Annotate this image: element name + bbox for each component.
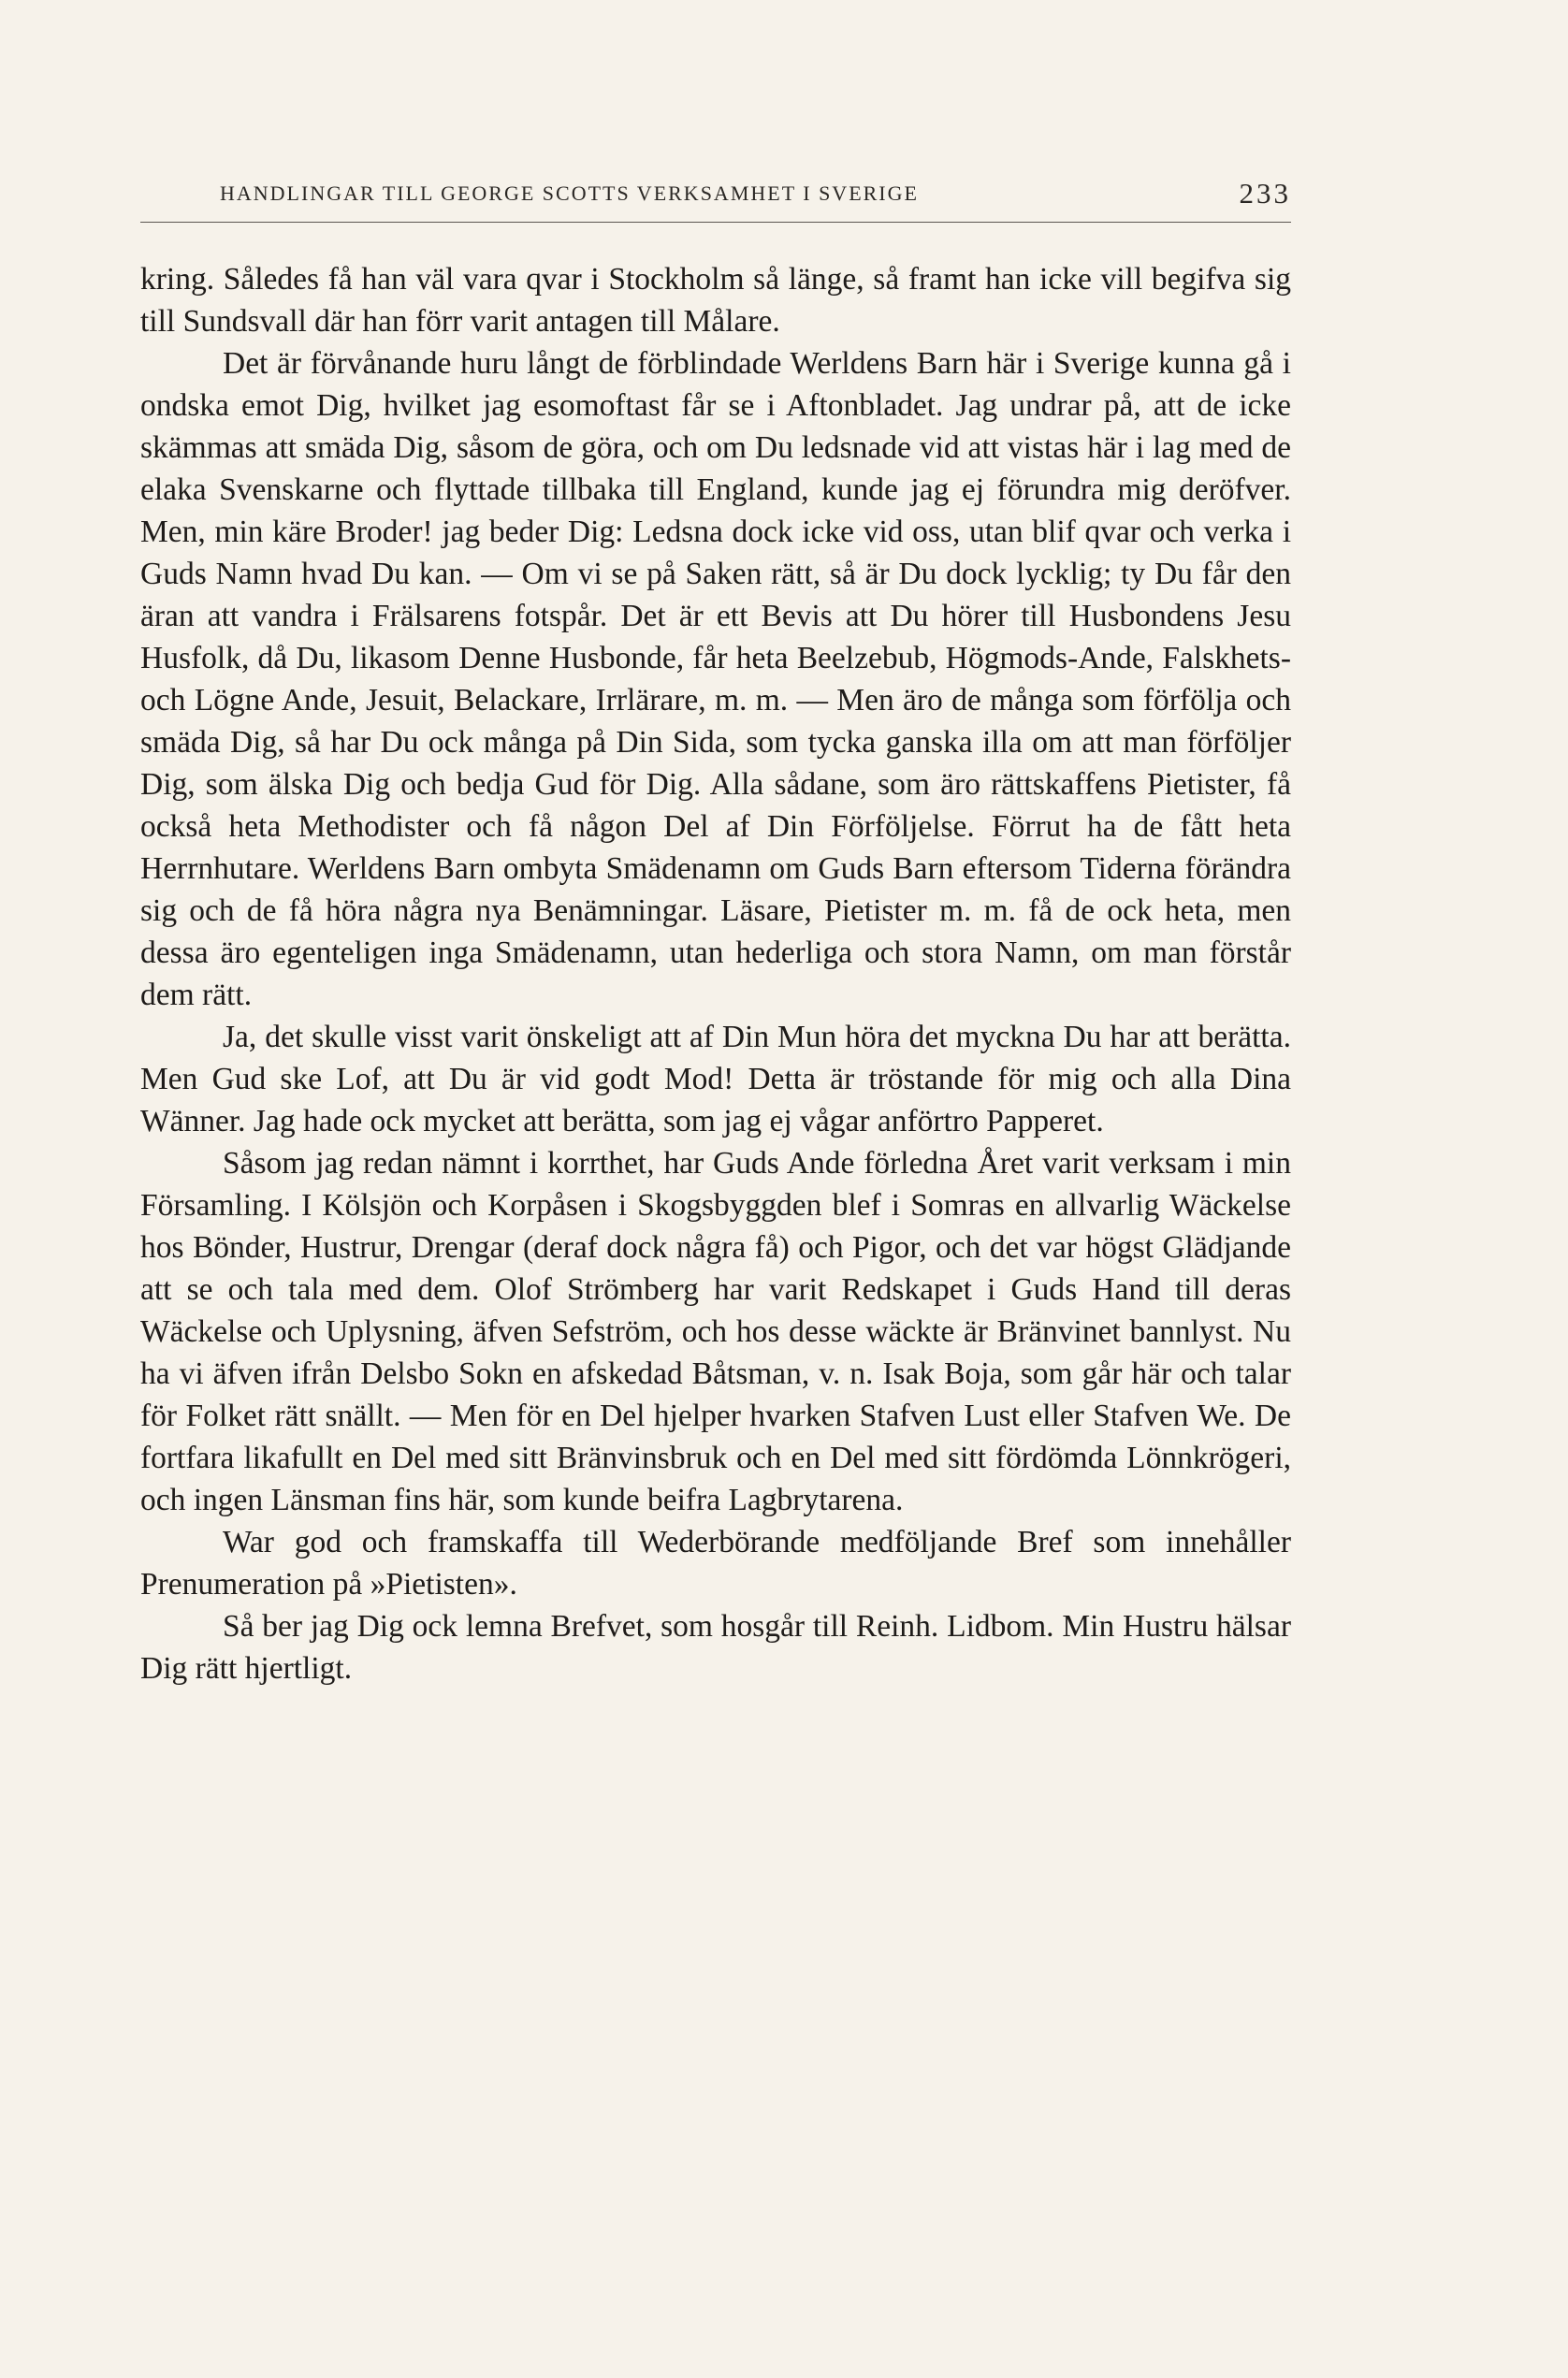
header-rule	[140, 222, 1291, 223]
page-number: 233	[1239, 177, 1291, 210]
header-title: HANDLINGAR TILL GEORGE SCOTTS VERKSAMHET I SVERIGE	[220, 181, 919, 205]
paragraph-2: Det är förvånande huru långt de förblindade Werldens Barn här i Sverige kunna gå i ondska emot Dig, hvilket jag esomoftast får se i Aftonbladet. Jag undrar på, att de icke skämmas att smäda Dig, såsom de göra, och om Du ledsnade vid att vistas här i lag med de elaka Svenskarne och flyttade tillbaka till England, kunde jag ej förundra mig deröfver. Men, min käre Broder! jag beder Dig: Ledsna dock icke vid oss, utan blif qvar och verka i Guds Namn hvad Du kan. — Om vi se på Saken rätt, så är Du dock lycklig; ty Du får den äran att vandra i Frälsarens fotspår. Det är ett Bevis att Du hörer till Husbondens Jesu Husfolk, då Du, likasom Denne Husbonde, får heta Beelzebub, Högmods-Ande, Falskhets- och Lögne Ande, Jesuit, Belackare, Irrlärare, m. m. — Men äro de många som förfölja och smäda Dig, så har Du ock många på Din Sida, som tycka ganska illa om att man förföljer Dig, som älska Dig och bedja Gud för Dig. Alla sådane, som äro rättskaffens Pietister, få också heta Methodister och få någon Del af Din Förföljelse. Förrut ha de fått heta Herrnhutare. Werldens Barn ombyta Smädenamn om Guds Barn eftersom Tiderna förändra sig och de få höra några nya Benämningar. Läsare, Pietister m. m. få de ock heta, men dessa äro egenteligen inga Smädenamn, utan hederliga och stora Namn, om man förstår dem rätt.	[140, 346, 1291, 1012]
paragraph-6: Så ber jag Dig ock lemna Brefvet, som hosgår till Reinh. Lidbom. Min Hustru hälsar Dig rätt hjertligt.	[140, 1609, 1291, 1686]
running-header	[140, 178, 1291, 225]
body-text	[140, 258, 1291, 1689]
paragraph-3: Ja, det skulle visst varit önskeligt att af Din Mun höra det myckna Du har att berätta. Men Gud ske Lof, att Du är vid godt Mod! Detta är tröstande för mig och alla Dina Wänner. Jag hade ock mycket att berätta, som jag ej vågar anförtro Papperet.	[140, 1020, 1291, 1138]
paragraph-1: kring. Således få han väl vara qvar i Stockholm så länge, så framt han icke vill begifva sig till Sundsvall där han förr varit antagen till Målare.	[140, 262, 1291, 339]
paragraph-5: War god och framskaffa till Wederbörande medföljande Bref som innehåller Prenumeration på »Pietisten».	[140, 1525, 1291, 1602]
paragraph-4: Såsom jag redan nämnt i korrthet, har Guds Ande förledna Året varit verksam i min Församling. I Kölsjön och Korpåsen i Skogsbyggden blef i Somras en allvarlig Wäckelse hos Bönder, Hustrur, Drengar (deraf dock några få) och Pigor, och det var högst Glädjande att se och tala med dem. Olof Strömberg har varit Redskapet i Guds Hand till deras Wäckelse och Uplysning, äfven Sefström, och hos desse wäckte är Bränvinet bannlyst. Nu ha vi äfven ifrån Delsbo Sokn en afskedad Båtsman, v. n. Isak Boja, som går här och talar för Folket rätt snällt. — Men för en Del hjelper hvarken Stafven Lust eller Stafven We. De fortfara likafullt en Del med sitt Bränvinsbruk och en Del med sitt fördömda Lönnkrögeri, och ingen Länsman fins här, som kunde beifra Lagbrytarena.	[140, 1146, 1291, 1517]
